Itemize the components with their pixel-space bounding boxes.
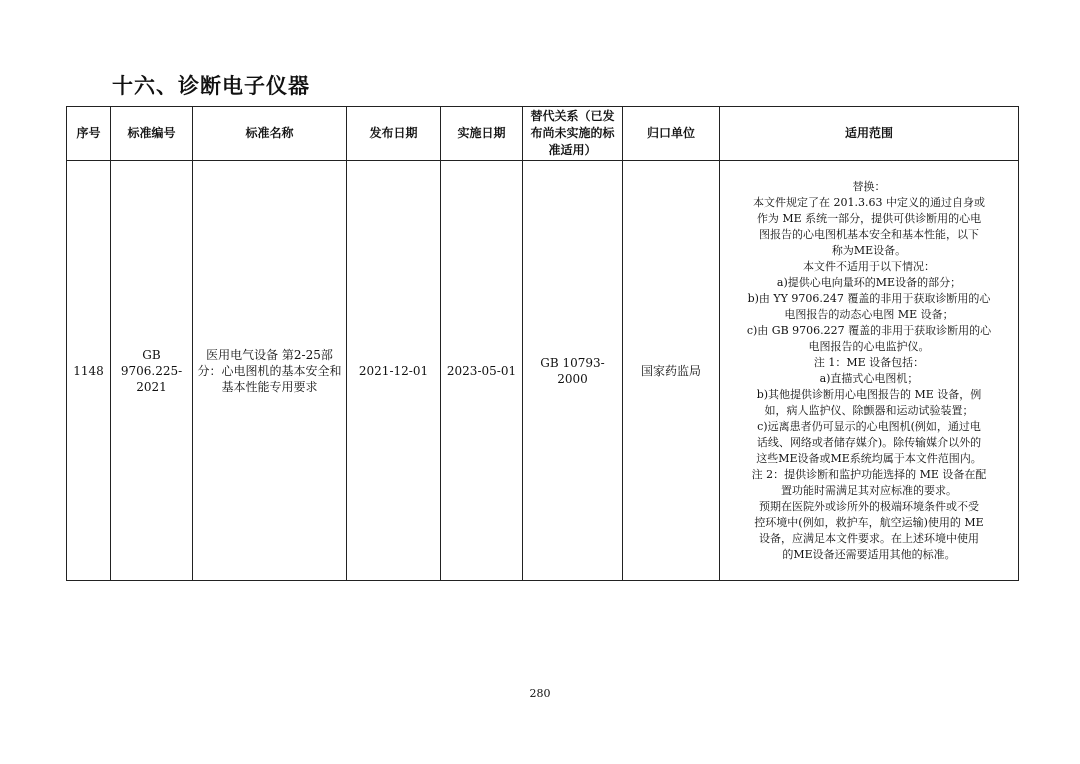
scope-line: 话线、网络或者储存媒介)。除传输媒介以外的 xyxy=(756,435,982,449)
scope-line: c)由 GB 9706.227 覆盖的非用于获取诊断用的心 xyxy=(746,323,992,337)
header-standard-no: 标准编号 xyxy=(111,107,193,161)
scope-line: 称为ME设备。 xyxy=(831,243,907,257)
scope-line: 这些ME设备或ME系统均属于本文件范围内。 xyxy=(756,451,982,465)
scope-line: 电图报告的动态心电图 ME 设备； xyxy=(784,307,954,321)
header-authority: 归口单位 xyxy=(623,107,720,161)
scope-line: 注 2：提供诊断和监护功能选择的 ME 设备在配 xyxy=(751,467,987,481)
scope-line: 作为 ME 系统一部分，提供可供诊断用的心电 xyxy=(756,211,982,225)
standards-table xyxy=(66,106,1019,581)
cell-authority: 国家药监局 xyxy=(623,161,720,581)
scope-line: b)由 YY 9706.247 覆盖的非用于获取诊断用的心 xyxy=(747,291,991,305)
cell-publish-date: 2021-12-01 xyxy=(347,161,441,581)
scope-line: 的ME设备还需要适用其他的标准。 xyxy=(782,547,956,561)
cell-seq: 1148 xyxy=(67,161,111,581)
scope-line: 置功能时需满足其对应标准的要求。 xyxy=(781,483,957,497)
header-scope: 适用范围 xyxy=(720,107,1019,161)
scope-line: c)远离患者仍可显示的心电图机(例如，通过电 xyxy=(757,419,981,433)
scope-line: 控环境中(例如，救护车，航空运输)使用的 ME xyxy=(754,515,984,529)
scope-line: 替换： xyxy=(852,179,886,193)
page-number: 280 xyxy=(529,687,551,700)
scope-line: a)直描式心电图机； xyxy=(819,371,919,385)
table-header-row xyxy=(67,107,1019,161)
scope-line: b)其他提供诊断用心电图报告的 ME 设备，例 xyxy=(756,387,982,401)
scope-line: 图报告的心电图机基本安全和基本性能，以下 xyxy=(759,227,979,241)
scope-line: 注 1：ME 设备包括： xyxy=(813,355,925,369)
cell-scope xyxy=(720,161,1019,581)
scope-line: 如，病人监护仪、除颤器和运动试验装置； xyxy=(764,403,974,417)
cell-effective-date: 2023-05-01 xyxy=(441,161,523,581)
scope-line: 本文件不适用于以下情况： xyxy=(803,259,935,273)
table-row xyxy=(67,161,1019,581)
header-effective-date: 实施日期 xyxy=(441,107,523,161)
header-standard-name: 标准名称 xyxy=(193,107,347,161)
header-seq: 序号 xyxy=(67,107,111,161)
scope-line: 预期在医院外或诊所外的极端环境条件或不受 xyxy=(759,499,979,513)
scope-line: 本文件规定了在 201.3.63 中定义的通过自身或 xyxy=(753,195,985,209)
header-replaces: 替代关系（已发布尚未实施的标准适用） xyxy=(523,107,623,161)
scope-line: a)提供心电向量环的ME设备的部分； xyxy=(776,275,962,289)
scope-line: 电图报告的心电监护仪。 xyxy=(808,339,930,353)
cell-standard-name: 医用电气设备 第2-25部分：心电图机的基本安全和基本性能专用要求 xyxy=(193,161,347,581)
section-title: 十六、诊断电子仪器 xyxy=(112,74,310,98)
header-publish-date: 发布日期 xyxy=(347,107,441,161)
cell-standard-no: GB 9706.225-2021 xyxy=(111,161,193,581)
cell-replaces: GB 10793-2000 xyxy=(523,161,623,581)
scope-line: 设备，应满足本文件要求。在上述环境中使用 xyxy=(759,531,979,545)
